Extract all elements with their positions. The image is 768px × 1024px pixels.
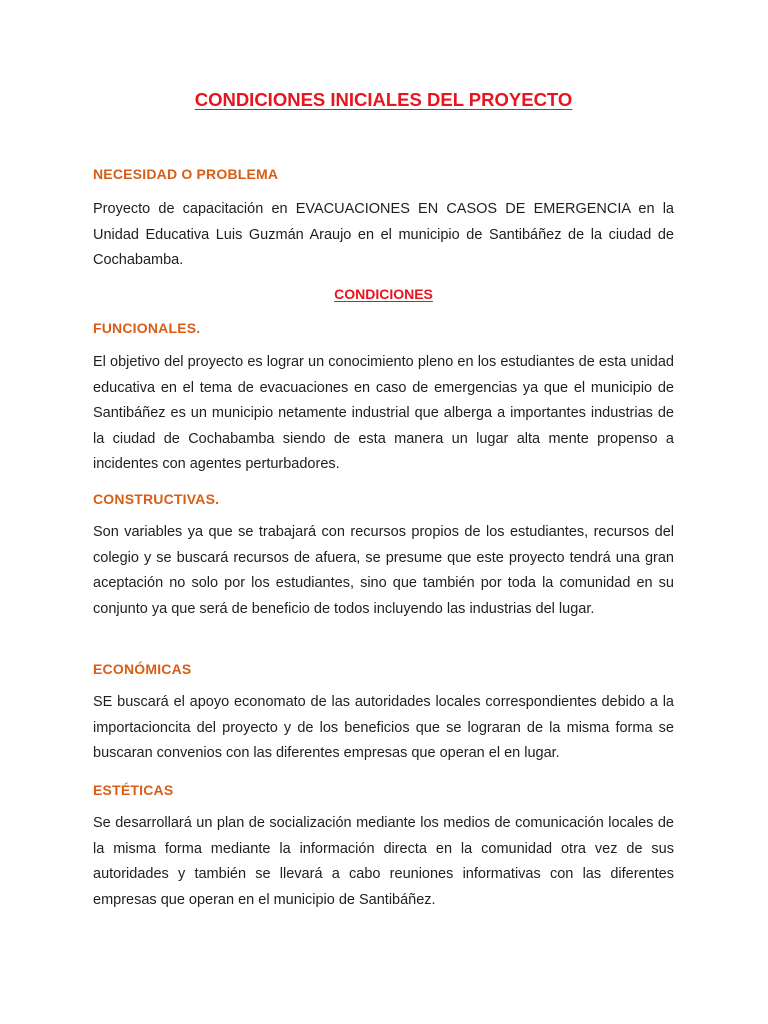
heading-constructivas: CONSTRUCTIVAS.	[93, 491, 220, 507]
subtitle-condiciones: CONDICIONES	[334, 286, 433, 302]
paragraph-economicas: SE buscará el apoyo economato de las autoridades locales correspondientes debido a la importacioncita del proyecto y de los beneficios que se lograran de la misma forma se buscaran convenios con las diferentes empresas que operan el en lugar.	[93, 694, 674, 761]
paragraph-funcionales: El objetivo del proyecto es lograr un conocimiento pleno en los estudiantes de esta unidad educativa en el tema de evacuaciones en caso de emergencias ya que el municipio de Santibáñez es un municipio netamente industrial que alberga a importantes industrias de la ciudad de Cochabamba siendo de esta manera un lugar alta mente propenso a incidentes con agentes perturbadores.	[93, 354, 674, 472]
heading-economicas: ECONÓMICAS	[93, 661, 192, 677]
paragraph-esteticas: Se desarrollará un plan de socialización mediante los medios de comunicación locales de la misma forma mediante la información directa en la comunidad otra vez de sus autoridades y también se llevará a cabo reuniones informativas con las diferentes empresas que operan en el municipio de Santibáñez.	[93, 815, 674, 908]
paragraph-necesidad: Proyecto de capacitación en EVACUACIONES EN CASOS DE EMERGENCIA en la Unidad Educativa Luis Guzmán Araujo en el municipio de Santibáñez de la ciudad de Cochabamba.	[93, 201, 674, 268]
heading-necesidad: NECESIDAD O PROBLEMA	[93, 166, 279, 182]
heading-esteticas: ESTÉTICAS	[93, 782, 174, 798]
document-title: CONDICIONES INICIALES DEL PROYECTO	[194, 89, 573, 110]
paragraph-constructivas: Son variables ya que se trabajará con recursos propios de los estudiantes, recursos del colegio y se buscará recursos de afuera, se presume que este proyecto tendrá una gran aceptación no solo por los estudiantes, sino que también por toda la comunidad en su conjunto ya que será de beneficio de todos incluyendo las industrias del lugar.	[93, 524, 674, 617]
heading-funcionales: FUNCIONALES.	[93, 320, 201, 336]
